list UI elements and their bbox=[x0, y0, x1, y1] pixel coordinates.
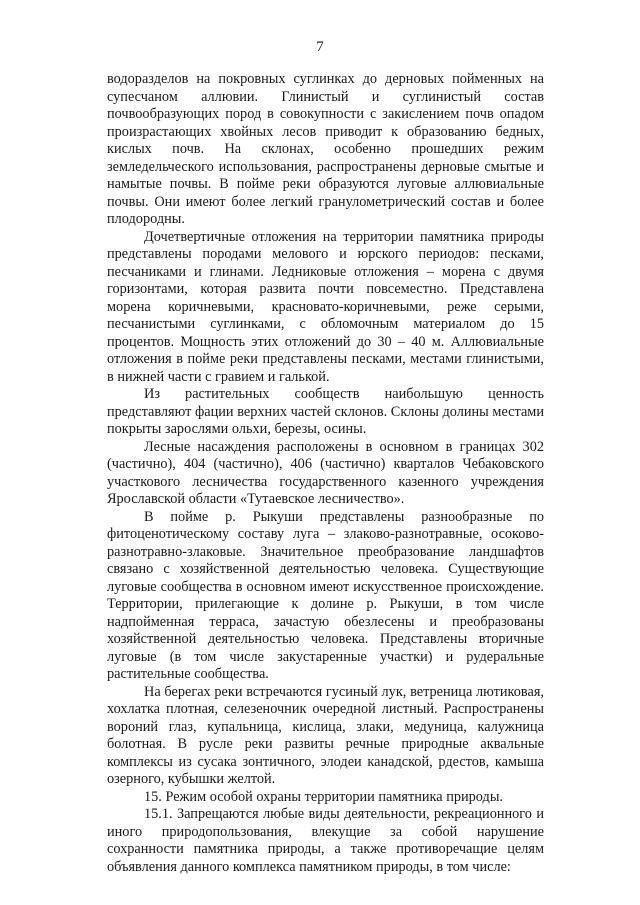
page-number: 7 bbox=[316, 39, 324, 55]
paragraph-deposits: Дочетвертичные отложения на территории памятника природы представлены породами мелового и юрского периодов: песками, песчаниками и глинами. Ледниковые отложения – морена с двумя горизонтами, которая развита почти повсеместно. Представлена морена коричневыми, красновато-коричневыми, реже серыми, песчанистыми суглинками, с обломочным материалом до 15 процентов. Мощность этих отложений до 30 – 40 м. Аллювиальные отложения в пойме реки представлены песками, местами глинистыми, в нижней части с гравием и галькой. bbox=[107, 228, 544, 385]
paragraph-riverbank-flora: На берегах реки встречаются гусиный лук, ветреница лютиковая, хохлатка плотная, селезеночник очередной листный. Распространены вороний глаз, купальница, кислица, злаки, медуница, калужница болотная. В русле реки развиты речные природные аквальные комплексы из сусака зонтичного, элодеи канадской, рдестов, камыша озерного, кубышки желтой. bbox=[107, 683, 544, 787]
paragraph-plant-communities: Из растительных сообществ наибольшую ценность представляют фации верхних частей склонов. Склоны долины местами покрыты зарослями ольхи, березы, осины. bbox=[107, 386, 544, 437]
section-heading-protection-regime: 15. Режим особой охраны территории памятника природы. bbox=[144, 788, 503, 805]
paragraph-forest-stands: Лесные насаждения расположены в основном в границах 302 (частично), 404 (частично), 406 (частично) кварталов Чебаковского участкового лесничества государственного казенного учреждения Ярославской области «Тутаевское лесничество». bbox=[107, 438, 544, 507]
paragraph-soils: водоразделов на покровных суглинках до дерновых пойменных на супесчаном аллювии. Глинистый и суглинистый состав почвообразующих пород в совокупности с закислением почв опадом произрастающих хвойных лесов приводит к образованию бедных, кислых почв. На склонах, особенно прошедших режим земледельческого использования, распространены дерновые смытые и намытые почвы. В пойме реки образуются луговые аллювиальные почвы. Они имеют более легкий гранулометрический состав и более плодородны. bbox=[107, 71, 544, 227]
paragraph-meadows: В пойме р. Рыкуши представлены разнообразные по фитоценотическому составу луга – злаково-разнотравные, осоково-разнотравно-злаковые. Значительное преобразование ландшафтов связано с хозяйственной деятельностью человека. Существующие луговые сообщества в основном имеют искусственное происхождение. Территории, прилегающие к долине р. Рыкуши, в том числе надпойменная терраса, зачастую обезлесены и преобразованы хозяйственной деятельностью человека. Представлены вторичные луговые (в том числе закустаренные участки) и рудеральные растительные сообщества. bbox=[107, 508, 544, 682]
paragraph-prohibitions: 15.1. Запрещаются любые виды деятельности, рекреационного и иного природопользования, влекущие за собой нарушение сохранности памятника природы, а также противоречащие целям объявления данного комплекса памятником природы, в том числе: bbox=[107, 806, 544, 875]
document-body bbox=[107, 71, 544, 876]
